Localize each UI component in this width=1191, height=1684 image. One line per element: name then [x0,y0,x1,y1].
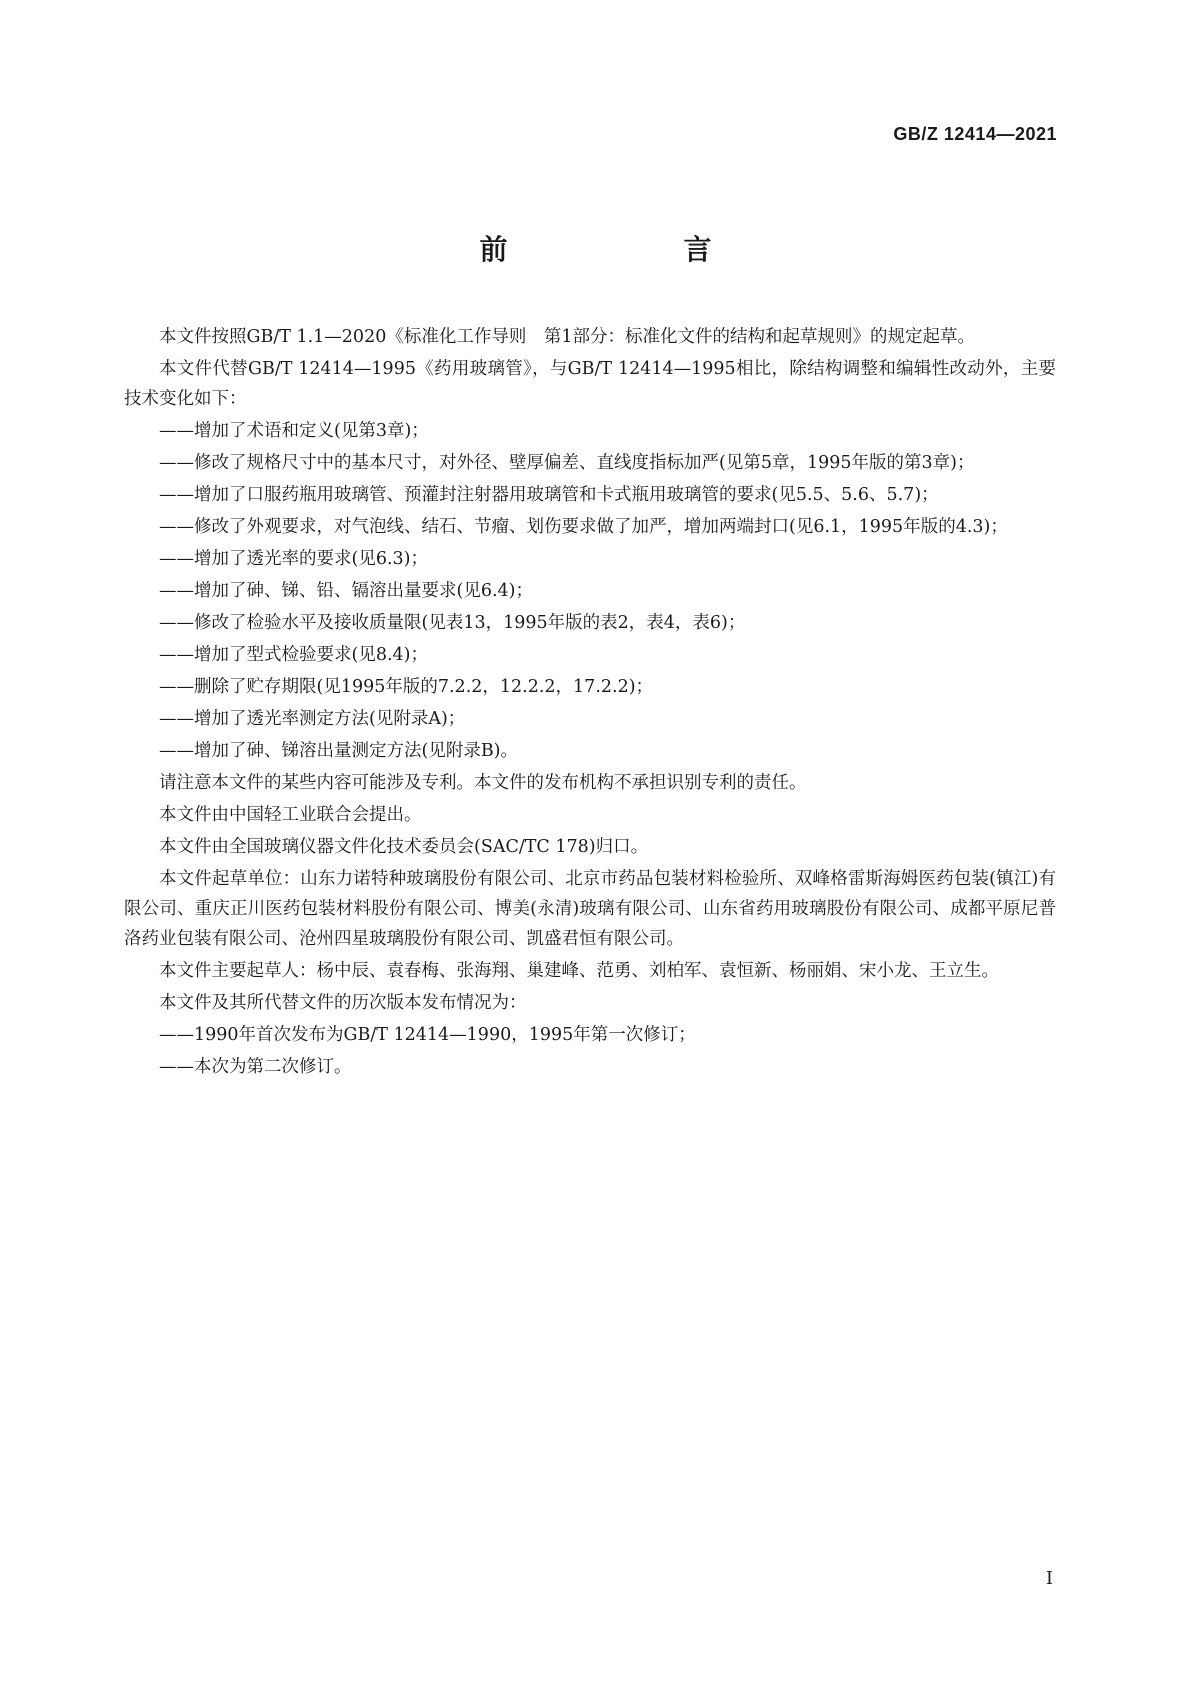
change-item: ——修改了规格尺寸中的基本尺寸，对外径、壁厚偏差、直线度指标加严(见第5章，1995年版的第3章)； [159,453,975,473]
paragraph-proposer: 本文件由中国轻工业联合会提出。 [159,805,422,825]
change-item: ——增加了砷、锑溶出量测定方法(见附录B)。 [159,741,519,761]
change-item: ——增加了术语和定义(见第3章)； [159,421,429,441]
change-item: ——删除了贮存期限(见1995年版的7.2.2，12.2.2，17.2.2)； [159,677,654,697]
paragraph-drafting-rules: 本文件按照GB/T 1.1—2020《标准化工作导则 第1部分：标准化文件的结构和起草规则》的规定起草。 [159,327,975,347]
page-number: I [1045,1568,1053,1589]
history-item: ——1990年首次发布为GB/T 12414—1990，1995年第一次修订； [159,1025,696,1045]
page-title: 前 言 [479,233,752,266]
paragraph-replacement: 本文件代替GB/T 12414—1995《药用玻璃管》，与GB/T 12414—1995相比，除结构调整和编辑性改动外，主要技术变化如下： [124,359,1056,409]
change-item: ——增加了型式检验要求(见8.4)； [159,645,428,665]
standard-number-header: GB/Z 12414—2021 [893,124,1057,144]
foreword-body [124,322,1056,1084]
change-item: ——修改了检验水平及接收质量限(见表13，1995年版的表2，表4，表6)； [159,613,746,633]
change-item: ——增加了口服药瓶用玻璃管、预灌封注射器用玻璃管和卡式瓶用玻璃管的要求(见5.5、5.6、5.7)； [159,485,939,505]
paragraph-history: 本文件及其所代替文件的历次版本发布情况为： [159,993,527,1013]
paragraph-patent: 请注意本文件的某些内容可能涉及专利。本文件的发布机构不承担识别专利的责任。 [159,773,807,793]
paragraph-drafters: 本文件主要起草人：杨中辰、袁春梅、张海翔、巢建峰、范勇、刘柏军、袁恒新、杨丽娟、宋小龙、王立生。 [159,961,999,981]
change-item: ——修改了外观要求，对气泡线、结石、节瘤、划伤要求做了加严，增加两端封口(见6.1，1995年版的4.3)； [159,517,1008,537]
paragraph-drafting-units: 本文件起草单位：山东力诺特种玻璃股份有限公司、北京市药品包装材料检验所、双峰格雷斯海姆医药包装(镇江)有限公司、重庆正川医药包装材料股份有限公司、博美(永清)玻璃有限公司、山东省药用玻璃股份有限公司、成都平原尼普洛药业包装有限公司、沧州四星玻璃股份有限公司、凯盛君恒有限公司。 [124,869,1056,949]
change-item: ——增加了透光率测定方法(见附录A)； [159,709,466,729]
change-item: ——增加了砷、锑、铅、镉溶出量要求(见6.4)； [159,581,533,601]
change-item: ——增加了透光率的要求(见6.3)； [159,549,428,569]
history-item: ——本次为第二次修订。 [159,1057,352,1077]
paragraph-committee: 本文件由全国玻璃仪器文件化技术委员会(SAC/TC 178)归口。 [159,837,649,857]
